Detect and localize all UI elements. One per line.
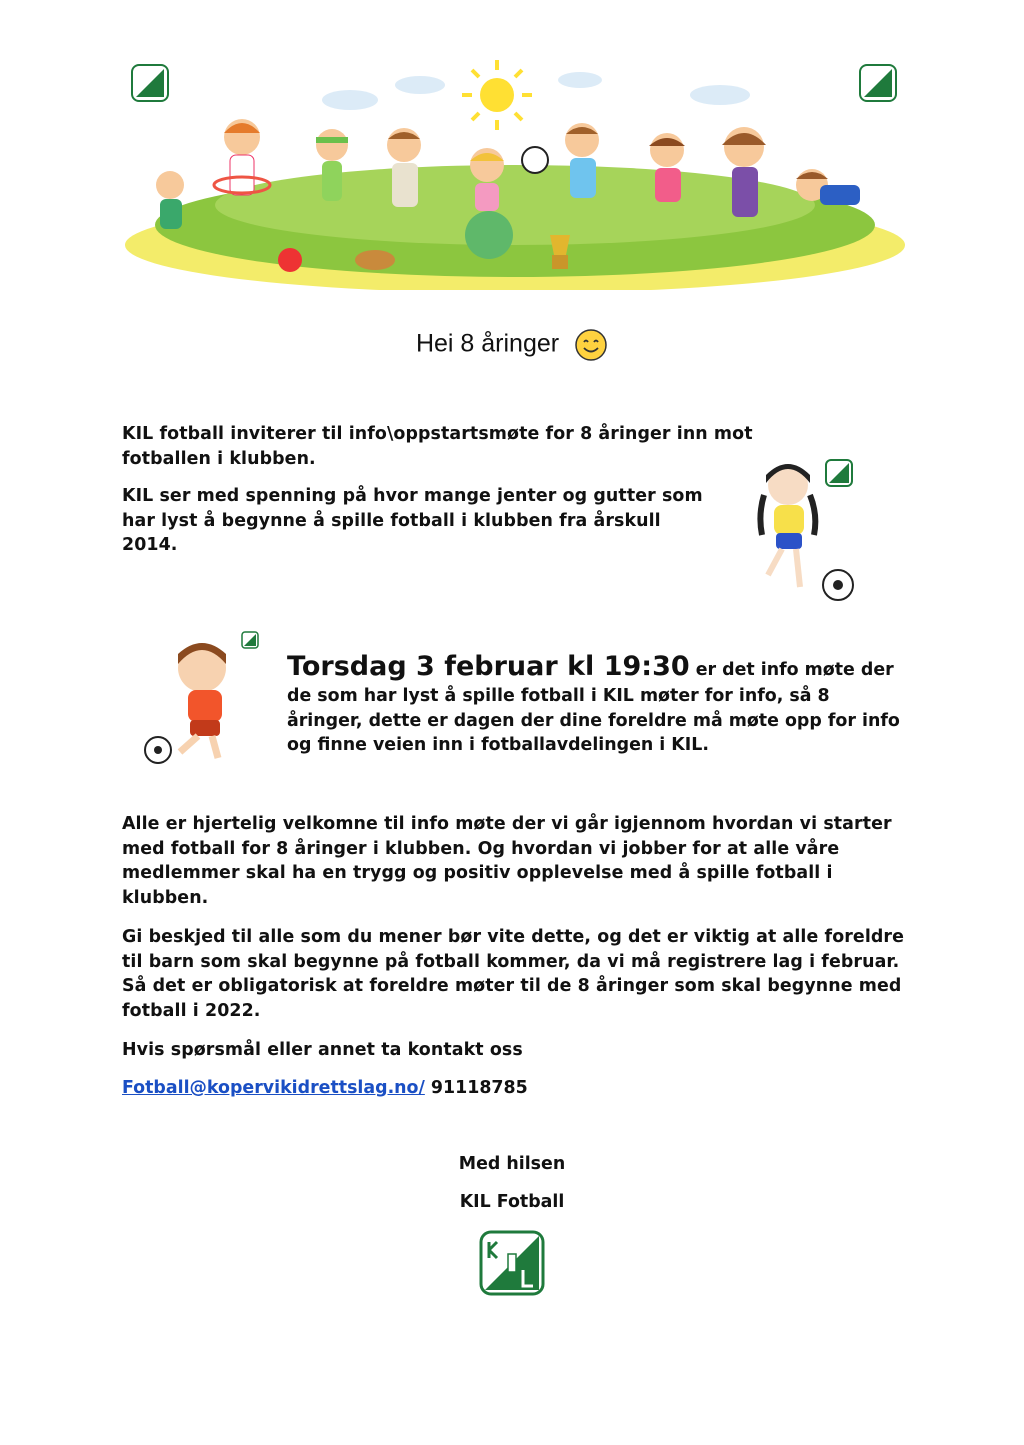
contact-line [122, 1076, 912, 1101]
kil-logo [826, 460, 852, 486]
smiling-face-icon [574, 328, 608, 362]
email-link[interactable]: Fotball@kopervikidrettslag.no/ [122, 1078, 425, 1098]
intro-paragraph-1: KIL fotball inviterer til info\oppstartsmøte for 8 åringer inn mot fotballen i klubben. [122, 424, 753, 469]
kil-logo [132, 65, 168, 101]
girl-playing-football-illustration [738, 455, 858, 605]
phone-number: 91118785 [430, 1078, 528, 1098]
title-text: Hei 8 åringer [415, 329, 560, 358]
kil-logo [479, 1230, 545, 1296]
boy-playing-football-illustration [140, 630, 265, 770]
page-title [0, 328, 1024, 362]
event-text: er det info møte der de som har lyst å spille fotball i KIL møter for info, så 8 åringer, dette er dagen der dine foreldre må møte opp for info og finne veien inn i fotballavdelingen i KIL. [287, 660, 900, 755]
playing-children-illustration [120, 55, 910, 290]
sun-icon [462, 60, 532, 130]
kil-logo [860, 65, 896, 101]
event-headline: Torsdag 3 februar kl 19:30 [287, 651, 690, 682]
signature-name: KIL Fotball [459, 1192, 565, 1212]
body-paragraph-1: Alle er hjertelig velkomne til info møte der vi går igjennom hvordan vi starter med fotball for 8 åringer i klubben. Og hvordan vi jobber for at alle våre medlemmer skal ha en trygg og positiv opplevelse med å spille fotball i klubben. [122, 814, 892, 908]
signature-greeting: Med hilsen [458, 1154, 566, 1174]
intro-paragraph-2: KIL ser med spenning på hvor mange jenter og gutter som har lyst å begynne å spille fotball i klubben fra årskull 2014. [122, 486, 703, 555]
event-announcement [287, 650, 907, 758]
body-paragraph-2: Gi beskjed til alle som du mener bør vite dette, og det er viktig at alle foreldre til barn som skal begynne på fotball kommer, da vi må registrere lag i februar. Så det er obligatorisk at foreldre møter til de 8 åringer som skal begynne med fotball i 2022. [122, 927, 904, 1021]
kil-logo [242, 632, 258, 648]
body-paragraph-3: Hvis spørsmål eller annet ta kontakt oss [122, 1040, 523, 1060]
